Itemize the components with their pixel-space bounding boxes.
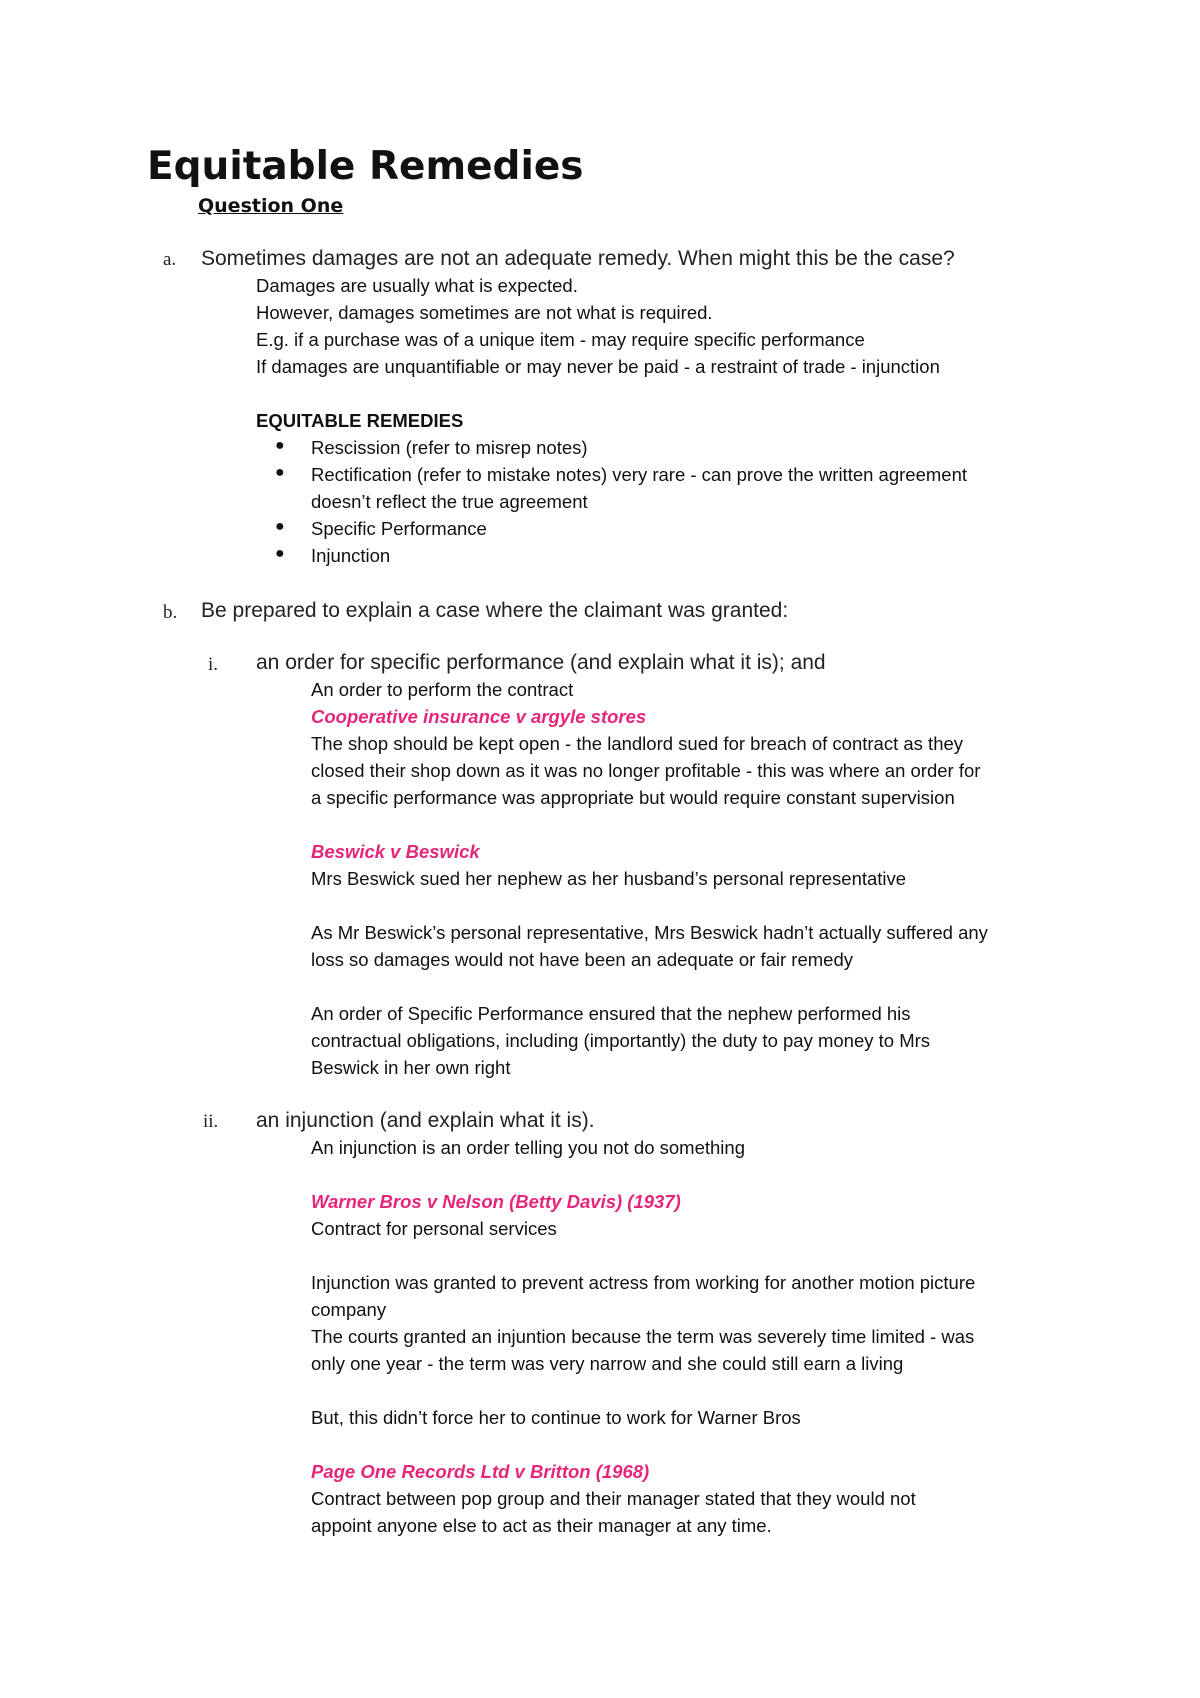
part-a-question: Sometimes damages are not an adequate remedy. When might this be the case? <box>201 247 955 270</box>
answer-line: Contract for personal services <box>311 1218 557 1239</box>
answer-line: But, this didn’t force her to continue to work for Warner Bros <box>311 1407 801 1428</box>
answer-line: company <box>311 1299 387 1320</box>
part-a-answer-line: Damages are usually what is expected. <box>256 275 578 296</box>
case-name: Cooperative insurance v argyle stores <box>311 706 647 727</box>
bullet-icon: ● <box>275 464 285 481</box>
remedy-list-item: Injunction <box>311 545 391 566</box>
answer-line: An order of Specific Performance ensured that the nephew performed his <box>311 1003 911 1024</box>
answer-line: Contract between pop group and their manager stated that they would not <box>311 1488 916 1509</box>
bullet-icon: ● <box>275 545 285 562</box>
answer-line: As Mr Beswick’s personal representative, Mrs Beswick hadn’t actually suffered any <box>311 922 988 943</box>
case-name: Beswick v Beswick <box>311 841 480 862</box>
answer-line: loss so damages would not have been an adequate or fair remedy <box>311 949 853 970</box>
question-heading: Question One <box>198 195 344 217</box>
remedy-list-item: Rectification (refer to mistake notes) very rare - can prove the written agreement <box>311 464 967 485</box>
sub-i-question: an order for specific performance (and explain what it is); and <box>256 651 826 674</box>
answer-line: appoint anyone else to act as their manager at any time. <box>311 1515 772 1536</box>
part-b-marker: b. <box>163 602 178 623</box>
answer-line: The courts granted an injuntion because the term was severely time limited - was <box>311 1326 975 1347</box>
answer-line: An injunction is an order telling you not do something <box>311 1137 745 1158</box>
bullet-icon: ● <box>275 437 285 454</box>
sub-ii-marker: ii. <box>203 1111 219 1132</box>
sub-ii-question: an injunction (and explain what it is). <box>256 1109 595 1132</box>
equitable-remedies-heading: EQUITABLE REMEDIES <box>256 410 464 431</box>
part-a-answer-line: If damages are unquantifiable or may never be paid - a restraint of trade - injunction <box>256 356 940 377</box>
part-b-question: Be prepared to explain a case where the claimant was granted: <box>201 599 789 622</box>
part-a-answer-line: E.g. if a purchase was of a unique item - may require specific performance <box>256 329 865 350</box>
part-a-marker: a. <box>163 249 177 270</box>
case-name: Page One Records Ltd v Britton (1968) <box>311 1461 650 1482</box>
answer-line: Injunction was granted to prevent actress from working for another motion picture <box>311 1272 976 1293</box>
answer-line: a specific performance was appropriate but would require constant supervision <box>311 787 955 808</box>
answer-line: Mrs Beswick sued her nephew as her husband’s personal representative <box>311 868 907 889</box>
remedy-list-item-continued: doesn’t reflect the true agreement <box>311 491 588 512</box>
part-a-answer-line: However, damages sometimes are not what is required. <box>256 302 713 323</box>
answer-line: contractual obligations, including (importantly) the duty to pay money to Mrs <box>311 1030 931 1051</box>
answer-line: Beswick in her own right <box>311 1057 511 1078</box>
remedy-list-item: Rescission (refer to misrep notes) <box>311 437 588 458</box>
case-name: Warner Bros v Nelson (Betty Davis) (1937) <box>311 1191 681 1212</box>
document-title: Equitable Remedies <box>147 144 584 189</box>
remedy-list-item: Specific Performance <box>311 518 487 539</box>
sub-i-marker: i. <box>208 654 219 675</box>
bullet-icon: ● <box>275 518 285 535</box>
answer-line: closed their shop down as it was no longer profitable - this was where an order for <box>311 760 981 781</box>
answer-line: An order to perform the contract <box>311 679 574 700</box>
answer-line: The shop should be kept open - the landlord sued for breach of contract as they <box>311 733 964 754</box>
answer-line: only one year - the term was very narrow and she could still earn a living <box>311 1353 904 1374</box>
